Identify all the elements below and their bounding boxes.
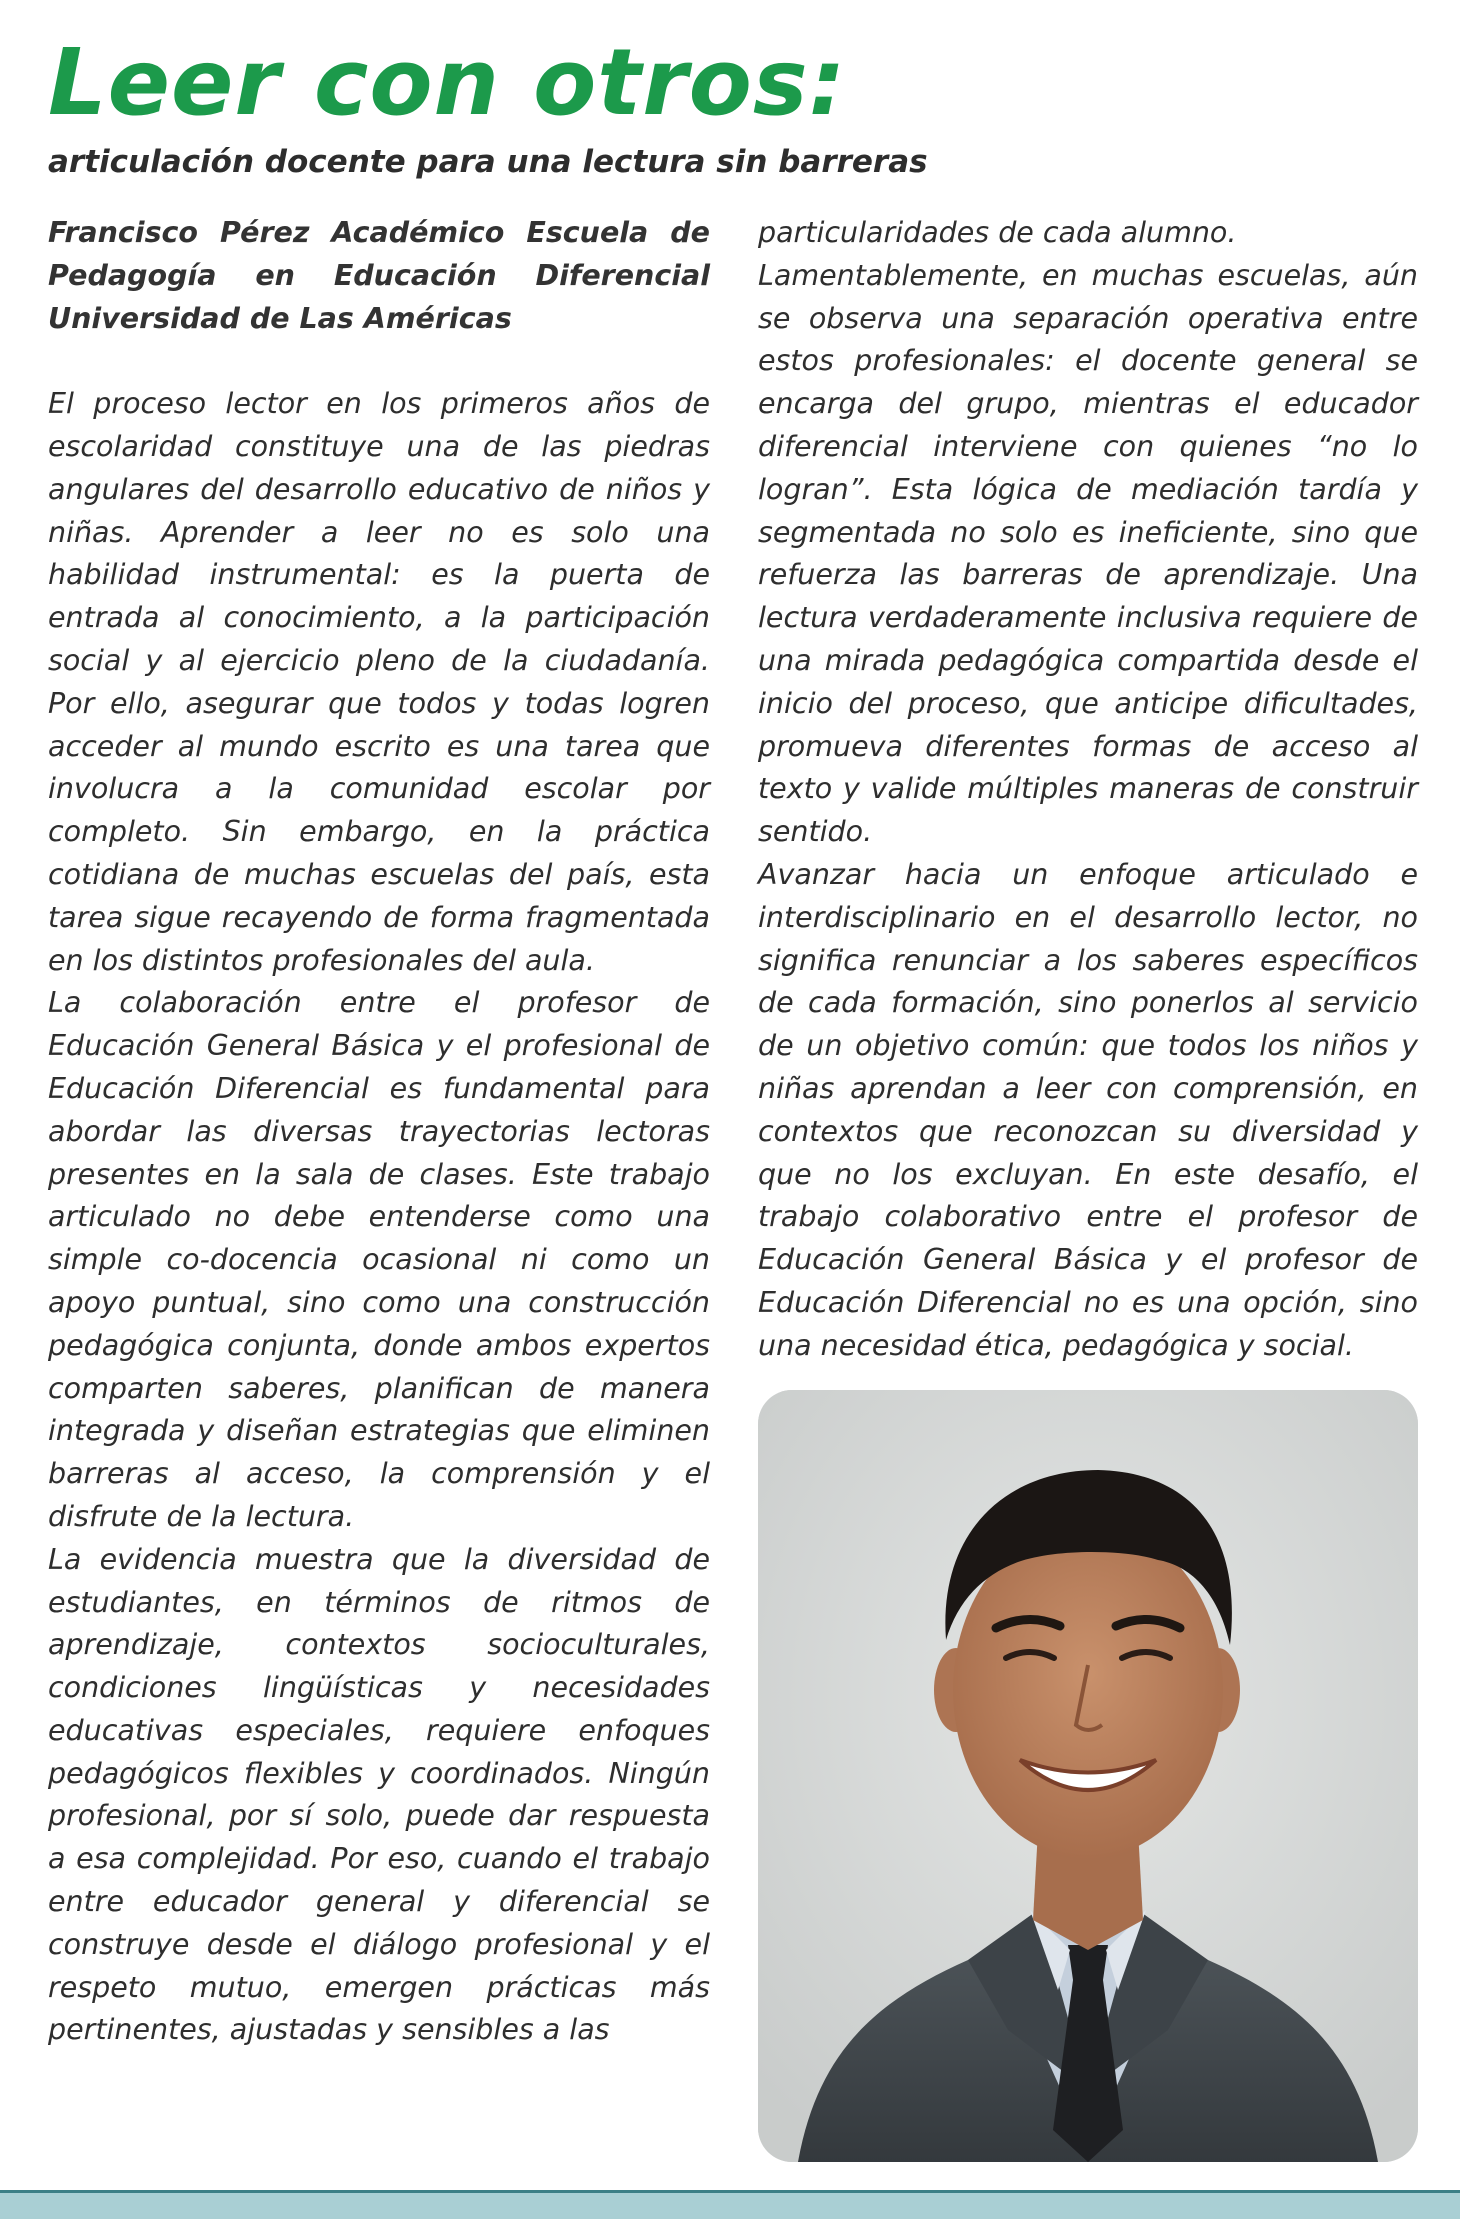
author-photo xyxy=(758,1390,1418,2162)
article-title: Leer con otros: xyxy=(48,29,847,136)
body-paragraph: La evidencia muestra que la diversidad de estudiantes, en términos de ritmos de aprendizaje, contextos socioculturales, condiciones lingüísticas y necesidades educativas especiales, requiere enfoques pedagógicos flexibles y coordinados. Ningún profesional, por sí solo, puede dar respuesta a esa complejidad. Por eso, cuando el trabajo entre educador general y diferencial se construye desde el diálogo profesional y el respeto mutuo, emergen prácticas más pertinentes, ajustadas y sensibles a las xyxy=(48,1542,710,2047)
footer-bar xyxy=(0,2190,1460,2219)
author-byline: Francisco Pérez Académico Escuela de Pedagogía en Educación Diferencial Universidad de Las Américas xyxy=(48,216,710,335)
right-column xyxy=(758,212,1418,1368)
body-paragraph: La colaboración entre el profesor de Educación General Básica y el profesional de Educación Diferencial es fundamental para abordar las diversas trayectorias lectoras presentes en la sala de clases. Este trabajo articulado no debe entenderse como una simple co-docencia ocasional ni como un apoyo puntual, sino como una construcción pedagógica conjunta, donde ambos expertos comparten saberes, planifican de manera integrada y diseñan estrategias que eliminen barreras al acceso, la comprensión y el disfrute de la lectura. xyxy=(48,986,710,1533)
body-paragraph: Avanzar hacia un enfoque articulado e interdisciplinario en el desarrollo lector, no significa renunciar a los saberes específicos de cada formación, sino ponerlos al servicio de un objetivo común: que todos los niños y niñas aprendan a leer con comprensión, en contextos que reconozcan su diversidad y que no los excluyan. En este desafío, el trabajo colaborativo entre el profesor de Educación General Básica y el profesor de Educación Diferencial no es una opción, sino una necesidad ética, pedagógica y social. xyxy=(758,857,1418,1362)
body-paragraph: Lamentablemente, en muchas escuelas, aún se observa una separación operativa entre estos profesionales: el docente general se encarga del grupo, mientras el educador diferencial interviene con quienes “no lo logran”. Esta lógica de mediación tardía y segmentada no solo es ineficiente, sino que refuerza las barreras de aprendizaje. Una lectura verdaderamente inclusiva requiere de una mirada pedagógica compartida desde el inicio del proceso, que anticipe dificultades, promueva diferentes formas de acceso al texto y valide múltiples maneras de construir sentido. xyxy=(758,258,1418,849)
body-paragraph: particularidades de cada alumno. xyxy=(758,216,1237,249)
body-paragraph: El proceso lector en los primeros años de escolaridad constituye una de las piedras angulares del desarrollo educativo de niños y niñas. Aprender a leer no es solo una habilidad instrumental: es la puerta de entrada al conocimiento, a la participación social y al ejercicio pleno de la ciudadanía. Por ello, asegurar que todos y todas logren acceder al mundo escrito es una tarea que involucra a la comunidad escolar por completo. Sin embargo, en la práctica cotidiana de muchas escuelas del país, esta tarea sigue recayendo de forma fragmentada en los distintos profesionales del aula. xyxy=(48,387,710,977)
left-column xyxy=(48,212,710,2052)
article-subtitle: articulación docente para una lectura sin barreras xyxy=(48,144,928,180)
portrait-illustration xyxy=(758,1390,1418,2162)
